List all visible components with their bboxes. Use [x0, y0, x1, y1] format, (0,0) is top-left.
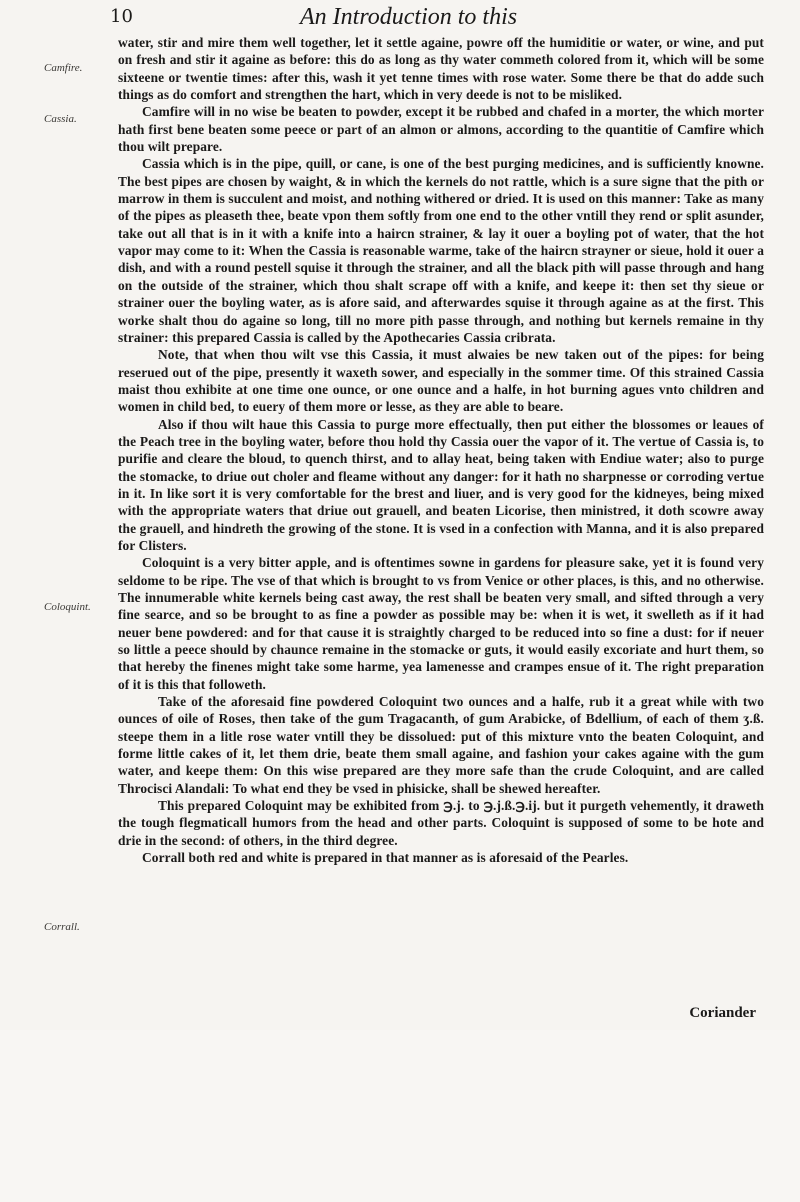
margin-note-coloquint: Coloquint. — [44, 601, 91, 613]
margin-note-cassia: Cassia. — [44, 113, 77, 125]
paragraph-corrall: Corrall both red and white is prepared in that manner as is aforesaid of the Pearles. — [142, 850, 629, 866]
page-number: 10 — [110, 6, 133, 27]
paragraph-coloquint-preparation: Take of the aforesaid fine powdered Coloquint two ounces and a halfe, rub it a great while with two ounces of oile of Roses, then take of the gum Tragacanth, of gum Arabicke, of Bdellium, of each of them ʒ.ß. steepe them in a litle rose water vntill they be dissolued: put of this mixture vnto the beaten Coloquint, and forme little cakes of it, let them drie, beate them small againe, and fashion your cakes againe with the gum water, and keepe them: On this wise prepared are they more safe than the crude Coloquint, and are called Throcisci Alandali: To what end they be vsed in phisicke, shall be shewed hereafter. — [118, 694, 764, 796]
catchword: Coriander — [689, 1005, 756, 1021]
running-title: An Introduction to this — [300, 4, 518, 30]
margin-note-camfire: Camfire. — [44, 62, 83, 74]
margin-note-corrall: Corrall. — [44, 921, 80, 933]
paragraph-rinsing: water, stir and mire them well together, let it settle againe, powre off the humiditie or water, or wine, and put on fresh and stir it againe as before: this do as long as thy water commeth colored from it, which will be some sixteene or twentie times: after this, wash it yet tenne times with rose water. Some there be that do adde such things as do comfort and strengthen the hart, which in very deede is not to be misliked. — [118, 35, 764, 103]
body-text — [118, 34, 764, 867]
paragraph-coloquint-dose: This prepared Coloquint may be exhibited from ℈.j. to ℈.j.ß.℈.ij. but it purgeth vehemently, it draweth the tough flegmaticall humors from the head and other parts. Coloquint is supposed of some to be hote and drie in the second: of others, in the third degree. — [118, 798, 764, 848]
paragraph-camfire: Camfire will in no wise be beaten to powder, except it be rubbed and chafed in a morter, the which morter hath first bene beaten some peece or part of an almon or almons, according to the quantitie of Camfire which thou wilt prepare. — [118, 104, 764, 155]
paragraph-cassia-vertue: Also if thou wilt haue this Cassia to purge more effectually, then put either the blossomes or leaues of the Peach tree in the boyling water, before thou hold thy Cassia ouer the vapor of it. The vertue of Cassia is, to purifie and cleare the bloud, to quench thirst, and to allay heat, being taken with Endiue water; also to purge the stomacke, to driue out choler and fleame without any danger: for it hath no sharpnesse or corroding vertue in it. In like sort it is very comfortable for the brest and liuer, and is very good for the kidneyes, being mixed with the appropriate waters that driue out grauell, and beaten Licorise, then ministred, it doth scowre away the grauell, and hindreth the growing of the stone. It is vsed in a confection with Manna, and it is also prepared for Clisters. — [118, 416, 764, 553]
blank-page-bottom — [0, 1030, 800, 1202]
paragraph-coloquint: Coloquint is a very bitter apple, and is oftentimes sowne in gardens for pleasure sake, yet it is found very seldome to be ripe. The vse of that which is brought to vs from Venice or other places, is this, and no otherwise. The innumerable white kernels being cast away, the rest shall be beaten very small, and sifted through a very fine searce, and so be brought to as fine a powder as possible may be: when it is wet, it swelleth as if it had neuer bene powdered: and for that cause it is straightly charged to be reduced into so fine a dust: for if neuer so little a peece should by chaunce remaine in the stomacke or guts, it would easily excoriate and hurt them, so that hereby the finenes might take some harme, yea lamenesse and crampes ensue of it. The right preparation of it is this that followeth. — [118, 555, 764, 692]
paragraph-cassia-note: Note, that when thou wilt vse this Cassia, it must alwaies be new taken out of the pipes: for being reserued out of the pipe, presently it waxeth sower, and especially in the sommer time. Of this strained Cassia maist thou exhibite at one time one ounce, or one ounce and a halfe, in hot burning agues vnto children and women in child bed, to euery of them more or lesse, as they are able to beare. — [118, 347, 764, 415]
paragraph-cassia: Cassia which is in the pipe, quill, or cane, is one of the best purging medicines, and is sufficiently knowne. The best pipes are chosen by waight, & in which the kernels do not rattle, which is a sure signe that the pith or marrow in them is succulent and moist, and nothing withered or dried. It is used on this manner: Take as many of the pipes as pleaseth thee, beate vpon them softly from one end to the other vntill they rend or split asunder, take out all that is in it with a knife into a haircn strainer, & lay it ouer a boyling pot of water, that the hot vapor may come to it: When the Cassia is reasonable warme, take of the haircn strayner or sieue, hold it ouer a dish, and with a round pestell squise it through the strainer, and all the black pith will passe through and hang on the outside of the strainer, which thou shalt scrape off with a knife, and keepe it: then set thy sieue or strainer ouer the boyling water, as is afore said, and afterwardes squise it through againe as at the first. This worke shalt thou do againe so long, till no more pith passe through, and nothing but kernels remaine in thy strainer: this prepared Cassia is called by the Apothecaries Cassia cribrata. — [118, 156, 764, 345]
